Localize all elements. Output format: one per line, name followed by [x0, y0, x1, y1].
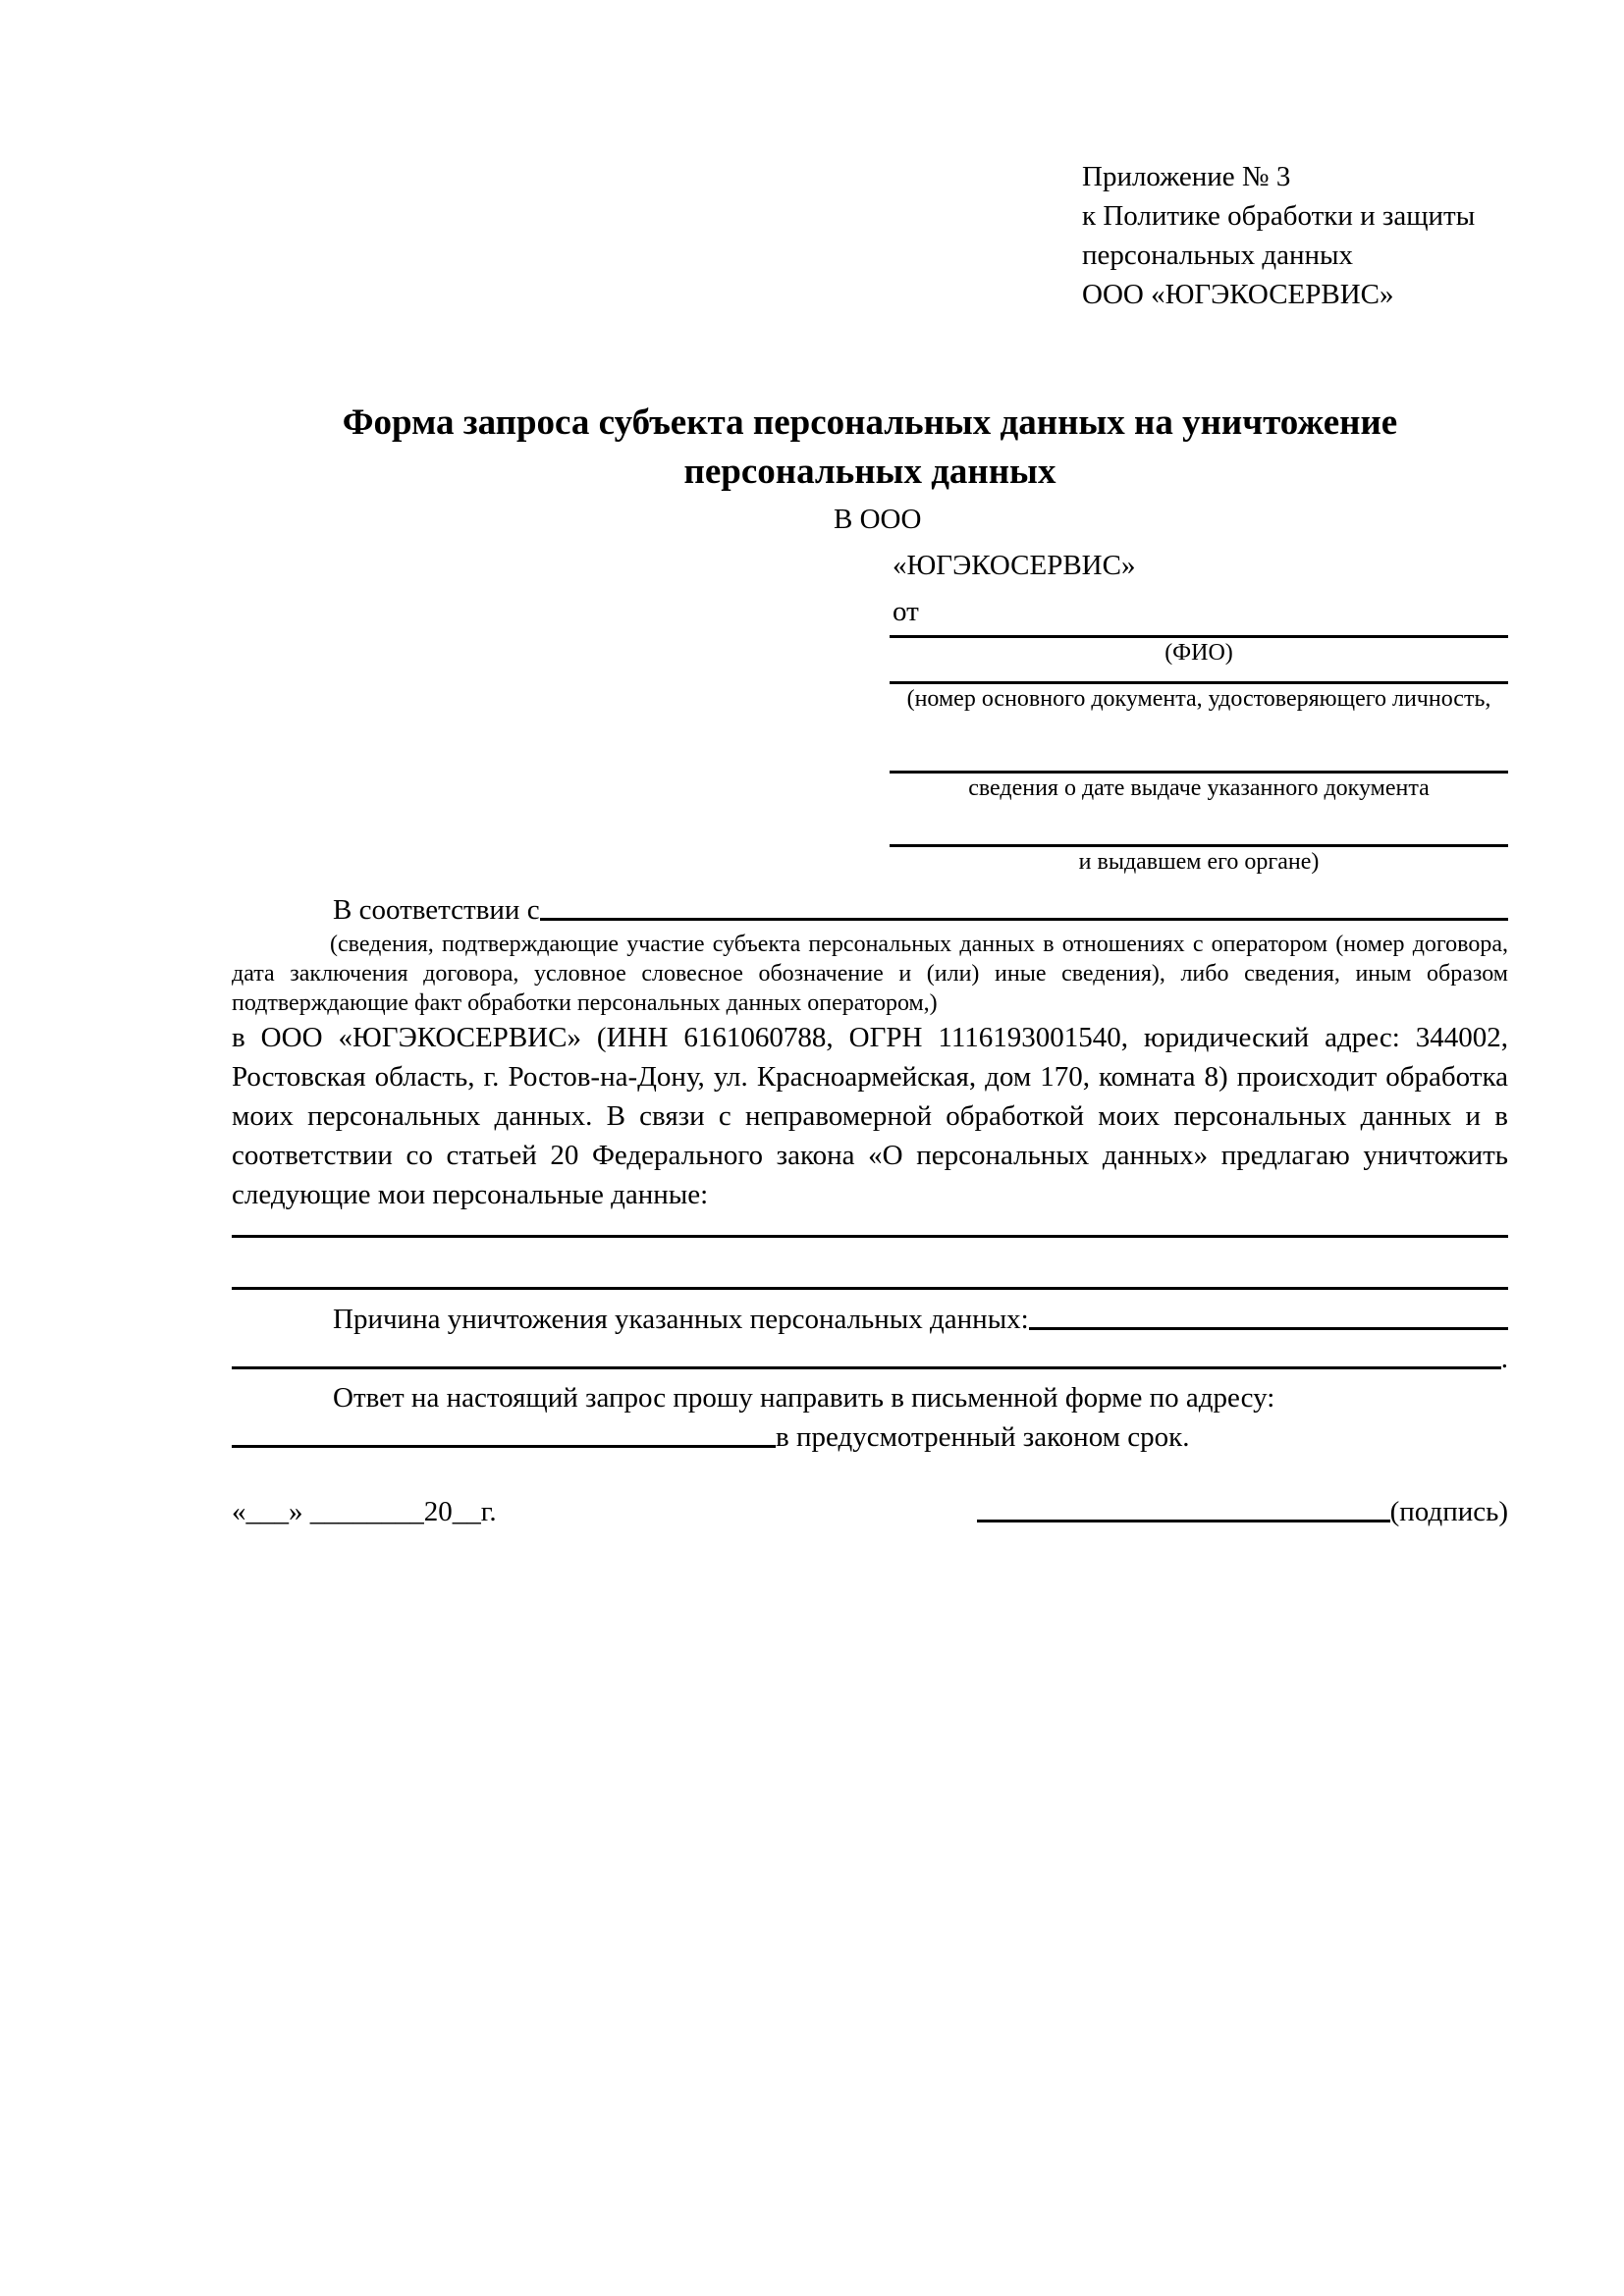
accordance-lead: В соответствии с	[333, 894, 540, 926]
fio-caption: (ФИО)	[1164, 640, 1233, 666]
response-row	[232, 1417, 1508, 1457]
address-blank[interactable]	[232, 1417, 776, 1448]
response-tail: в предусмотренный законом срок.	[776, 1421, 1190, 1453]
document-number-caption: (номер основного документа, удостоверяющего личность,	[906, 686, 1491, 712]
accordance-row	[232, 890, 1508, 930]
personal-data-blank-2[interactable]	[232, 1238, 1508, 1290]
appendix-line: к Политике обработки и защиты	[1082, 200, 1476, 232]
personal-data-blank-1[interactable]	[232, 1214, 1508, 1238]
appendix-block	[1082, 157, 1508, 314]
spacer	[232, 803, 1508, 844]
reason-blank-1[interactable]	[1029, 1300, 1508, 1330]
accordance-blank[interactable]	[540, 890, 1508, 921]
document-title-line2: персональных данных	[683, 452, 1056, 492]
document-title	[232, 399, 1508, 497]
reason-period: .	[1500, 1343, 1508, 1374]
issue-date-caption: сведения о дате выдаче указанного документа	[968, 775, 1430, 801]
recipient-org-line1: В ООО	[834, 504, 922, 535]
reason-lead: Причина уничтожения указанных персональных данных:	[333, 1304, 1029, 1335]
main-paragraph: в ООО «ЮГЭКОСЕРВИС» (ИНН 6161060788, ОГРН 1116193001540, юридический адрес: 344002, Ростовская область, г. Ростов-на-Дону, ул. Красноармейская, дом 170, комната 8) происходит обработка моих персональных данных. В связи с неправомерной обработкой моих персональных данных и в соответствии со статьей 20 Федерального закона «О персональных данных» предлагаю уничтожить следующие мои персональные данные:	[232, 1022, 1508, 1210]
appendix-line: Приложение № 3	[1082, 161, 1291, 192]
document-title-line1: Форма запроса субъекта персональных данных на уничтожение	[342, 402, 1398, 443]
appendix-line: ООО «ЮГЭКОСЕРВИС»	[1082, 279, 1394, 310]
signature-part	[977, 1492, 1508, 1531]
spacer	[232, 667, 1508, 681]
from-label: от	[893, 596, 919, 627]
accordance-note: (сведения, подтверждающие участие субъекта персональных данных в отношениях с оператором (номер договора, дата заключения договора, условное словесное обозначение и (или) иные сведения), либо сведения, иным образом подтверждающие факт обработки персональных данных оператором,)	[232, 932, 1508, 1016]
reason-blank-2[interactable]	[232, 1339, 1501, 1369]
signature-blank[interactable]	[977, 1492, 1390, 1522]
signature-caption: (подпись)	[1389, 1496, 1508, 1527]
issuing-authority-caption: и выдавшем его органе)	[1078, 849, 1320, 875]
recipient-block	[232, 497, 1508, 877]
response-lead: Ответ на настоящий запрос прошу направить в письменной форме по адресу:	[333, 1382, 1275, 1414]
recipient-org-line2: «ЮГЭКОСЕРВИС»	[893, 550, 1136, 581]
spacer	[232, 714, 1508, 771]
reason-row-2	[232, 1339, 1508, 1378]
date-blank[interactable]: «___» ________20__г.	[232, 1496, 497, 1527]
reason-row	[232, 1300, 1508, 1339]
signature-row	[232, 1492, 1508, 1531]
appendix-line: персональных данных	[1082, 240, 1354, 271]
